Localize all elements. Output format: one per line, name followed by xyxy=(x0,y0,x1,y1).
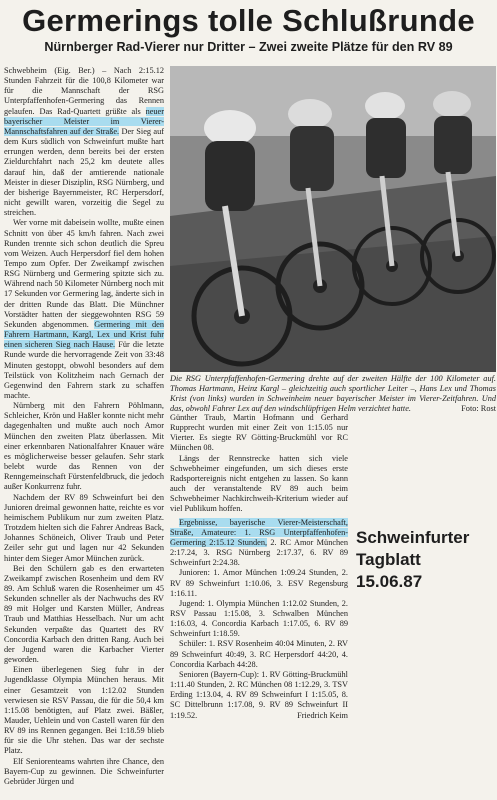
paragraph: Schwebheim (Eig. Ber.) – Nach 2:15.12 Stunden Fahrzeit für die 100,8 Kilometer war für die Mannschaft der RSG Unterpfaffenhofen-Germering das Rennen gelaufen. Das Rad-Quartett grüßte als neuer bayerischer Meister im Vierer-Mannschaftsfahren auf der Straße. Der Sieg auf dem Kurs südlich von Schweinfurt mußte hart errungen werden, denn bereits bei der ersten Zieldurchfahrt nach 25,2 km deutete alles darauf hin, daß der amtierende nationale Meister in dieser Disziplin, RSG Nürnberg, und der bisherige Bayernmeister, RC Herpersdorf, nicht gewillt waren, vorzeitig die Segel zu streichen. xyxy=(4,66,165,218)
cyclists-photo xyxy=(170,66,496,372)
paragraph: Bei den Schülern gab es den erwarteten Zweikampf zwischen Rosenheim und dem RV 89. Am Schluß waren die Rosenheimer um 45 Sekunden schneller als der Nachwuchs des RV 89 mit Holger und Karsten Müller, Andreas Traub und Matthias Hesselbach. Nur um acht Sekunden verpaßte das Quartett des RV Concordia Karbach den dritten Rang. Auch bei der Jugend waren die Karbacher Vierter geworden. xyxy=(4,563,164,665)
subhead: Nürnberger Rad-Vierer nur Dritter – Zwei zweite Plätze für den RV 89 xyxy=(44,40,453,54)
cyclists-illustration xyxy=(170,66,496,372)
caption-text: Die RSG Unterpfaffenhofen-Germering drehte auf der zweiten Hälfte der 100 Kilometer auf. Thomas Hartmann, Heinz Kargl – gleichzeitig auch sportlicher Leiter –, Hans Lex und Thomas Krist (von links) wurden in Schweinheim neuer bayerischer Meister im Vierer-Zeitfahren. Und das, obwohl Fahrer Lex auf den windschlüpfrigen Helm verzichtet hatte. xyxy=(170,374,496,413)
author-signature: Friedrich Keim xyxy=(297,710,348,720)
results-paragraph: Ergebnisse, bayerische Vierer-Meisterschaft, Straße, Amateure: 1. RSG Unterpfaffenhofen-Germering 2:15.12 Stunden, 2. RC Amor München 2:17.24, 3. RSG Nürnberg 2:17.37, 6. RV 89 Schweinfurt 2:24.38. xyxy=(170,517,348,568)
paragraph: Wer vorne mit dabeisein wollte, mußte einen Schnitt von über 45 km/h fahren. Nach zwei Runden trennte sich schon deutlich die Spreu vom Weizen. Auch Herpersdorf fiel dem hohen Tempo zum Opfer. Der Zweikampf zwischen RSG Nürnberg und Germering spitzte sich zu. Während nach 50 Kilometer Nürnberg noch mit 17 Sekunden vor Germering lag, änderte sich in der dritten Runde das Blatt. Die Münchner Vorstädter hatten der sieggewohnten RSG 59 Sekunden abgenommen. Germering mit den Fahrern Hartmann, Kargl, Lex und Krist fuhr einen sicheren Sieg nach Hause. Für die letzte Runde wurde die hervorragende Zeit von 33:48 Minuten gestoppt, obwohl besonders auf dem Teilstück von Kolitzheim nach Gernach der Gegenwind den Fahrern stark zu schaffen machte. xyxy=(4,218,164,400)
highlighted-text: Ergebnisse, bayerische Vierer-Meisterschaft, Straße, Amateure: 1. RSG Unterpfaffenhofen-Germering 2:15.12 Stunden, xyxy=(170,517,348,547)
paragraph: Einen überlegenen Sieg fuhr in der Jugendklasse Olympia München heraus. Mit einer Gesamtzeit von 1:12.02 Stunden verwiesen sie RSV Passau, die für die 50,4 km 1:15.08 benötigten, auf Platz zwei. Bäßler, Mauder, Uehlein und von Castell waren für den RV 89 ins Rennen gegangen. Bei 1:18.59 blieb für sie die Uhr stehen. Das war der sechste Platz. xyxy=(4,665,164,756)
results-paragraph: Schüler: 1. RSV Rosenheim 40:04 Minuten, 2. RV 89 Schweinfurt 40:49, 3. RC Herpersdorf 44:20, 4. Concordia Karbach 44:28. xyxy=(170,639,348,669)
article-column-right xyxy=(170,413,348,721)
paragraph: Günther Traub, Martin Hofmann und Gerhard Rupprecht wurden mit einer Zeit von 1:15.05 nur Vierter. Es siegte RV Götting-Bruckmühl vor RC München 08. xyxy=(170,413,348,453)
headline: Germerings tolle Schlußrunde xyxy=(22,3,475,38)
paragraph: Nachdem der RV 89 Schweinfurt bei den Junioren dreimal gewonnen hatte, reichte es vor heimischem Publikum nur zum zweiten Platz. Trotzdem hielten sich die Fahrer Andreas Back, Johannes Schöneich, Oliver Traub und Peter Zeiler sehr gut und lagen nur 42 Sekunden hinter dem Sieger Amor München zurück. xyxy=(4,492,164,563)
paragraph: Nürnberg mit den Fahrern Pöhlmann, Schleicher, Krön und Haßler konnte nicht mehr dagegenhalten und mußte auch noch Amor München den zweiten Platz überlassen. Mit einer erkennbaren Nationalfahrer Knauer wäre es möglicherweise besser gelaufen. Sehr stark belebt wurde das Rennen von der Renngemeinschaft Fürstenfeldbruck, die jedoch außer Konkurrenz fuhr. xyxy=(4,401,164,492)
article-column-left xyxy=(4,66,164,787)
results-paragraph: Junioren: 1. Amor München 1:09.24 Stunden, 2. RV 89 Schweinfurt 1:10.06, 3. ESV Regensburg 1:16.11. xyxy=(170,568,348,598)
paragraph: Längs der Rennstrecke hatten sich viele Schwebheimer eingefunden, um sich dieses erste Radsportereignis nicht entgehen zu lassen. So kann auch der veranstaltende RV 89 auch beim Schwebheimer Nachkirchweih-Kriterium wieder auf viel Publikum hoffen. xyxy=(170,453,348,514)
photo-credit: Foto: Rost xyxy=(461,404,496,413)
source-date: 15.06.87 xyxy=(356,572,423,591)
highlighted-text: Germering mit den Fahrern Hartmann, Kargl, Lex und Krist fuhr einen sicheren Sieg nach Hause. xyxy=(4,319,164,350)
source-name-2: Tagblatt xyxy=(356,550,421,569)
source-note xyxy=(356,527,496,593)
photo-caption xyxy=(170,374,496,414)
paragraph: Elf Seniorenteams wahrten ihre Chance, den Bayern-Cup zu gewinnen. Die Schweinfurter Gebrüder Jürgen und xyxy=(4,756,164,786)
source-name: Schweinfurter xyxy=(356,528,470,547)
results-paragraph: Jugend: 1. Olympia München 1:12.02 Stunden, 2. RSV Passau 1:15.08, 3. Schwalben München 1:16.03, 4. Concordia Karbach 1:17.05, 6. RV 89 Schweinfurt 1:18.59. xyxy=(170,598,348,639)
results-paragraph: Senioren (Bayern-Cup): 1. RV Götting-Bruckmühl 1:11.40 Stunden, 2. RC München 08 1:12.29, 3. TSV Erding 1:13.04, 4. RV 89 Schweinfurt I 1:15.05, 8. SC Dittelbrunn 1:17.08, 9. RV 89 Schweinfurt II 1:19.52. Friedrich Keim xyxy=(170,669,348,720)
highlighted-text: neuer bayerischer Meister im Vierer-Mannschaftsfahren auf der Straße. xyxy=(4,106,164,136)
